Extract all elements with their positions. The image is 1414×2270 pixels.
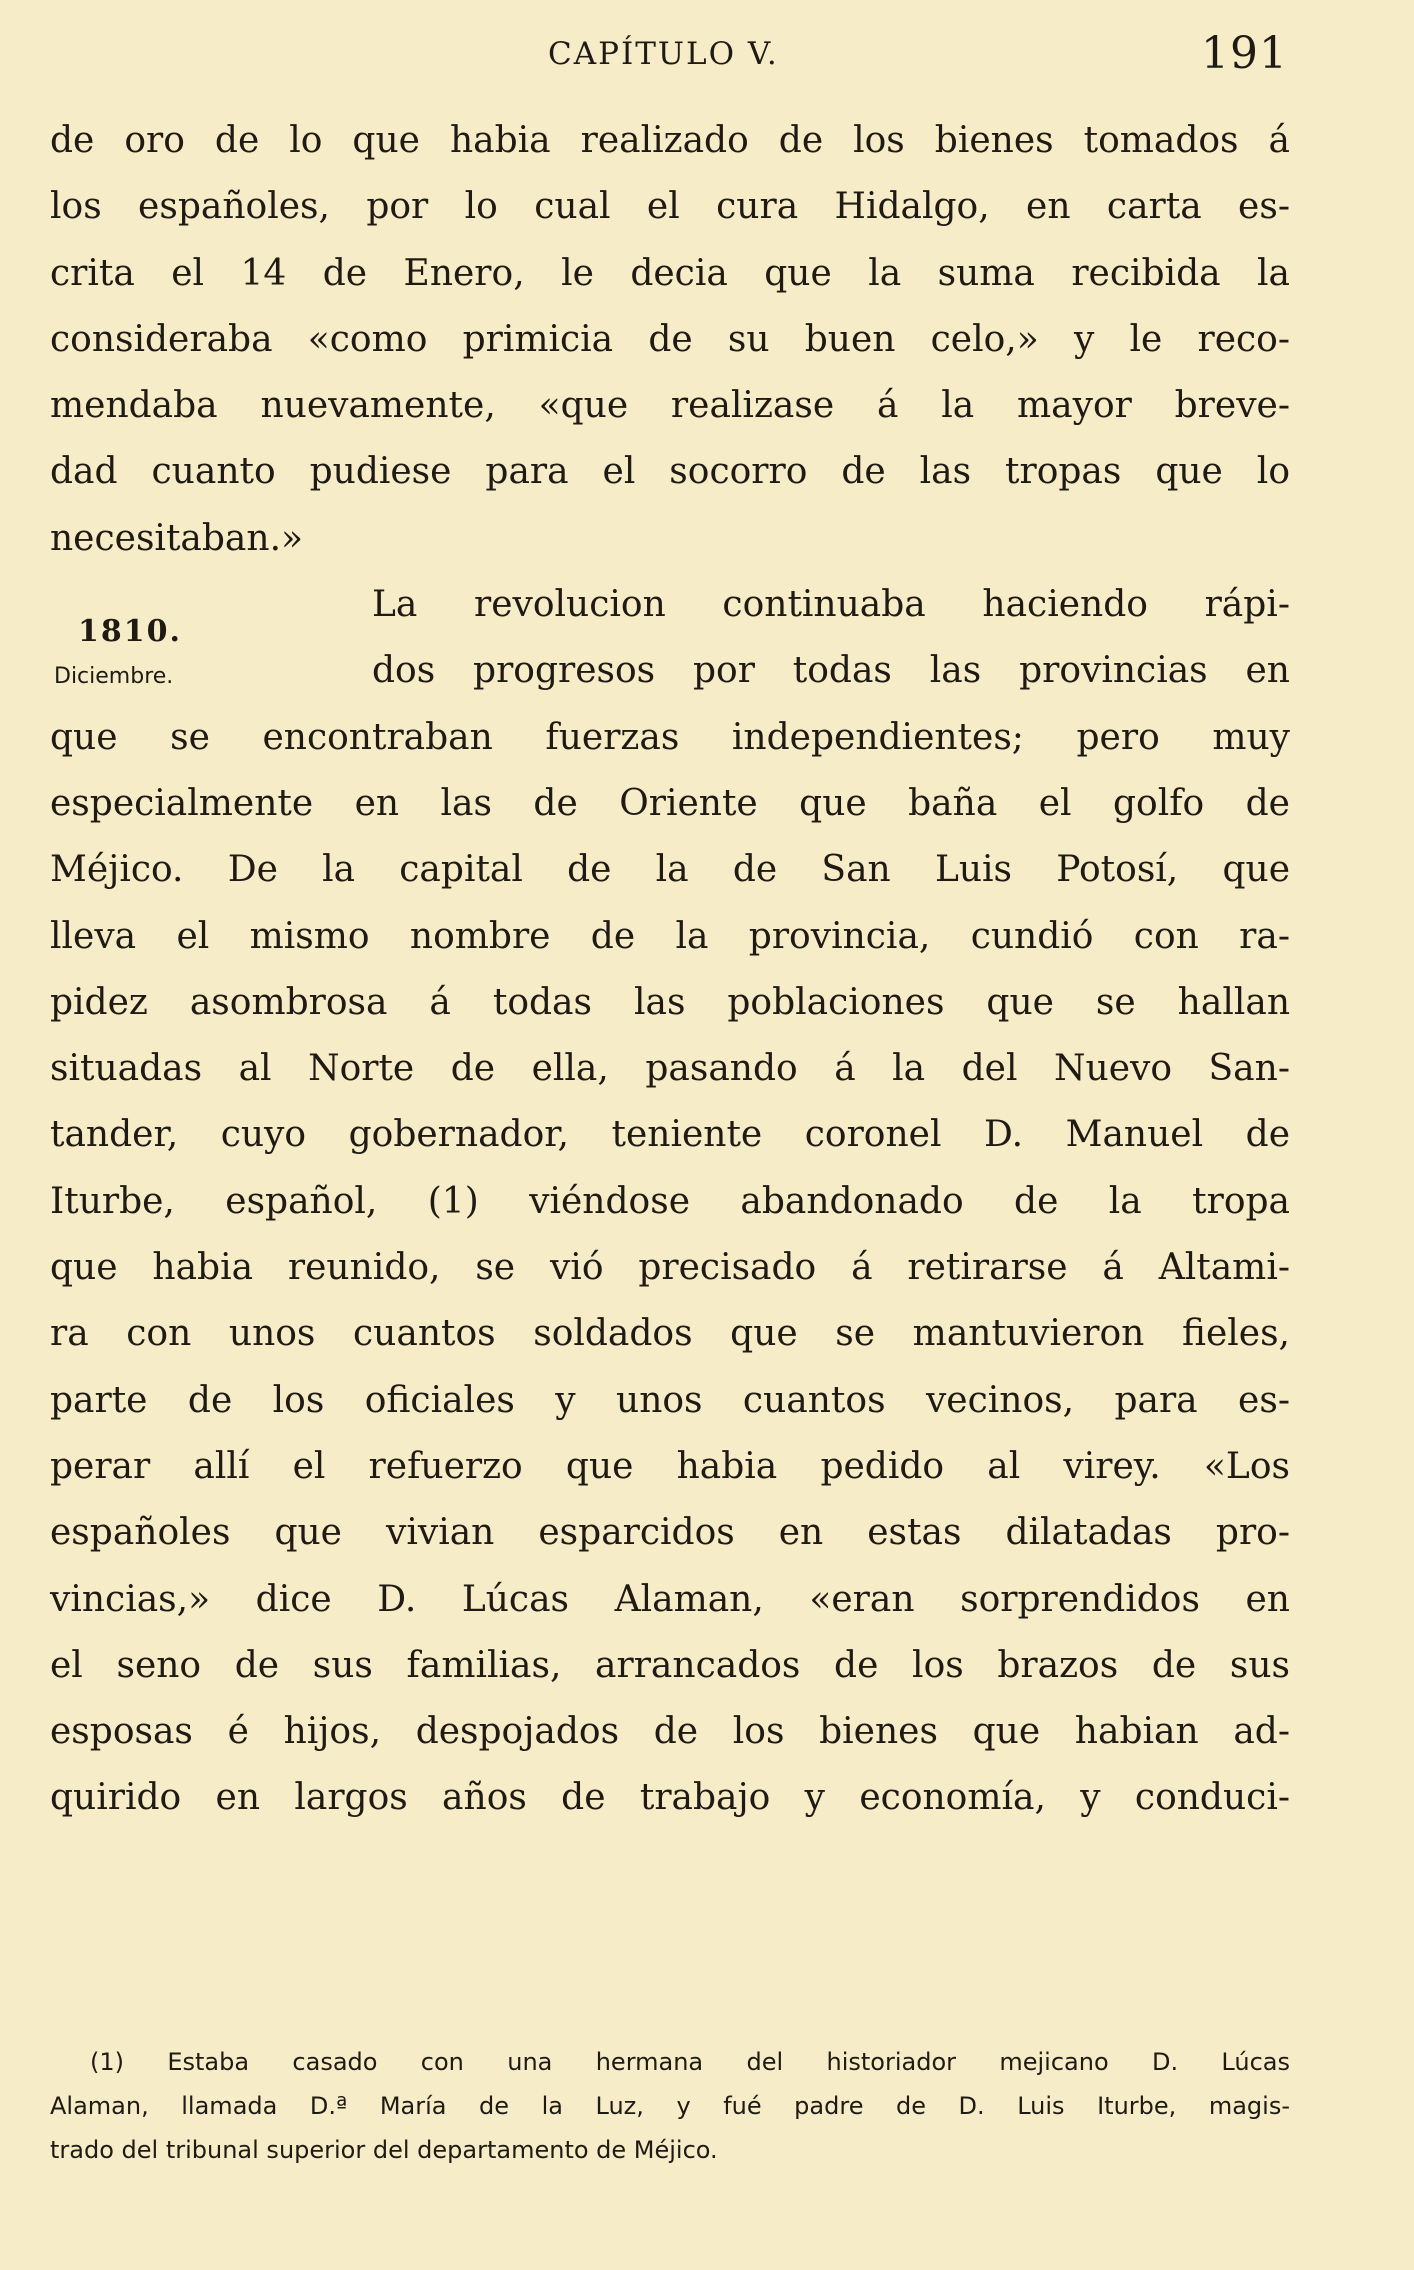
text-line: parte de los oficiales y unos cuantos vecinos, para es-	[50, 1379, 1290, 1421]
text-line: consideraba «como primicia de su buen celo,» y le reco-	[50, 318, 1290, 360]
margin-month: Diciembre.	[54, 664, 174, 689]
text-line: crita el 14 de Enero, le decia que la suma recibida la	[50, 252, 1290, 294]
text-line: esposas é hijos, despojados de los bienes que habian ad-	[50, 1711, 1290, 1753]
body-text	[50, 108, 1290, 1832]
running-header	[48, 28, 1288, 88]
text-line: pidez asombrosa á todas las poblaciones que se hallan	[50, 981, 1290, 1023]
footnote	[50, 2040, 1290, 2172]
text-line: tander, cuyo gobernador, teniente coronel D. Manuel de	[50, 1114, 1290, 1156]
footnote-line: trado del tribunal superior del departamento de Méjico.	[50, 2136, 718, 2164]
text-line: de oro de lo que habia realizado de los bienes tomados á	[50, 120, 1290, 161]
text-line: perar allí el refuerzo que habia pedido al virey. «Los	[50, 1445, 1290, 1487]
text-line: Iturbe, español, (1) viéndose abandonado de la tropa	[50, 1180, 1290, 1222]
text-line: que habia reunido, se vió precisado á retirarse á Altami-	[50, 1247, 1290, 1289]
text-line: dad cuanto pudiese para el socorro de las tropas que lo	[50, 451, 1290, 493]
text-line: La revolucion continuaba haciendo rápi-	[372, 584, 1290, 626]
page-number: 191	[1201, 28, 1288, 79]
text-line: especialmente en las de Oriente que baña el golfo de	[50, 782, 1290, 824]
text-line: españoles que vivian esparcidos en estas dilatadas pro-	[50, 1512, 1290, 1554]
footnote-line: Alaman, llamada D.ª María de la Luz, y fué padre de D. Luis Iturbe, magis-	[50, 2092, 1290, 2120]
text-line: necesitaban.»	[50, 517, 304, 559]
text-line: Méjico. De la capital de la de San Luis Potosí, que	[50, 849, 1290, 891]
text-line: quirido en largos años de trabajo y economía, y conduci-	[50, 1777, 1290, 1819]
text-line: ra con unos cuantos soldados que se mantuvieron fieles,	[50, 1313, 1290, 1355]
footnote-line: (1) Estaba casado con una hermana del historiador mejicano D. Lúcas	[90, 2048, 1290, 2076]
text-line: los españoles, por lo cual el cura Hidalgo, en carta es-	[50, 186, 1290, 228]
text-line: vincias,» dice D. Lúcas Alaman, «eran sorprendidos en	[50, 1578, 1290, 1620]
text-line: lleva el mismo nombre de la provincia, cundió con ra-	[50, 915, 1290, 957]
text-line: que se encontraban fuerzas independientes; pero muy	[50, 716, 1290, 758]
chapter-heading: CAPÍTULO V.	[548, 36, 779, 72]
text-line: dos progresos por todas las provincias en	[372, 650, 1290, 692]
text-line: situadas al Norte de ella, pasando á la del Nuevo San-	[50, 1048, 1290, 1090]
text-line: el seno de sus familias, arrancados de los brazos de sus	[50, 1644, 1290, 1686]
text-line: mendaba nuevamente, «que realizase á la mayor breve-	[50, 385, 1290, 427]
margin-year: 1810.	[78, 614, 182, 649]
